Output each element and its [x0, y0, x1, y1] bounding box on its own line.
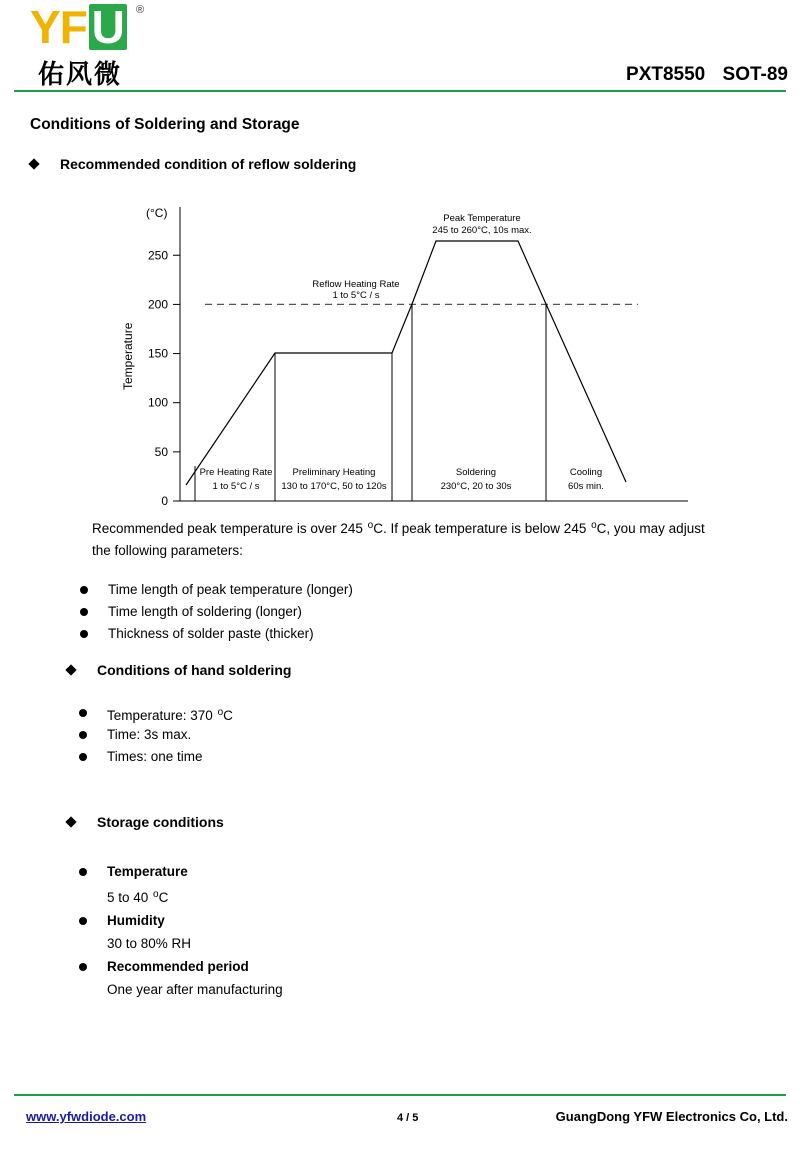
footer-company-name: GuangDong YFW Electronics Co, Ltd. — [555, 1109, 788, 1124]
storage-value: 30 to 80% RH — [107, 936, 192, 951]
peak-annotation-line2: 245 to 260°C, 10s max. — [432, 225, 532, 236]
storage-value: 5 to 40 — [107, 890, 153, 905]
bullet-dot-icon — [79, 731, 87, 739]
bullet-dot-icon — [79, 753, 87, 761]
bullet-dot-icon — [79, 963, 87, 971]
bullet-dot-icon — [80, 630, 88, 638]
y-ticks — [148, 248, 180, 508]
bullet-dot-icon — [80, 586, 88, 594]
hand-soldering-list — [79, 702, 233, 768]
y-tick-label: 100 — [147, 395, 168, 410]
zone-label-preliminary-2: 130 to 170°C, 50 to 120s — [281, 481, 387, 492]
header-rule — [14, 90, 786, 92]
bullet-dot-icon — [79, 868, 87, 876]
website-link[interactable]: www.yfwdiode.com — [26, 1109, 147, 1124]
y-tick-label: 0 — [161, 494, 168, 508]
registered-mark: ® — [136, 4, 145, 16]
hand-soldering-heading: Conditions of hand soldering — [67, 662, 291, 678]
bullet-dot-icon — [79, 917, 87, 925]
y-tick-label: 150 — [147, 346, 168, 361]
y-tick-label: 200 — [147, 297, 168, 312]
heating-rate-annotation-line2: 1 to 5°C / s — [332, 290, 380, 301]
footer-rule — [14, 1094, 786, 1096]
zone-label-preheat-1: Pre Heating Rate — [199, 467, 273, 478]
heating-rate-annotation-line1: Reflow Heating Rate — [312, 279, 400, 290]
page-number: 4 / 5 — [397, 1112, 419, 1124]
zone-label-cooling-1: Cooling — [569, 467, 603, 478]
list-item: Time length of soldering (longer) — [80, 601, 353, 623]
y-axis-title: Temperature — [121, 322, 135, 390]
list-item — [79, 909, 283, 955]
section-title: Conditions of Soldering and Storage — [30, 116, 300, 133]
y-tick-label: 250 — [147, 248, 168, 263]
y-unit-label: (°C) — [146, 206, 168, 220]
reflow-intro-paragraph: Recommended peak temperature is over 245 $^o$C. If peak temperature is below 245 $^o$C, you may adjust the following parameters: — [92, 520, 705, 558]
temperature-profile-line — [186, 241, 626, 485]
storage-label: Humidity — [107, 913, 165, 928]
list-item: Time length of peak temperature (longer) — [80, 579, 353, 601]
peak-annotation-line1: Peak Temperature — [443, 213, 521, 224]
list-item: Temperature 5 to 40 $^o$C — [79, 860, 283, 909]
storage-value: One year after manufacturing — [107, 982, 283, 997]
zone-label-soldering-2: 230°C, 20 to 30s — [440, 481, 512, 492]
storage-label: Recommended period — [107, 959, 249, 974]
company-logo-cn: 佑风微 — [38, 60, 123, 90]
bullet-dot-icon — [79, 709, 87, 717]
zone-label-soldering-1: Soldering — [455, 467, 497, 478]
storage-label: Temperature — [107, 864, 188, 879]
company-logo: YF U — [30, 4, 127, 50]
zone-label-preliminary-1: Preliminary Heating — [292, 467, 376, 478]
zone-label-cooling-2: 60s min. — [568, 481, 604, 492]
storage-heading: Storage conditions — [67, 814, 224, 830]
list-item: Thickness of solder paste (thicker) — [80, 623, 353, 645]
document-title: PXT8550 SOT-89 — [626, 64, 788, 85]
reflow-profile-chart — [110, 195, 700, 510]
list-item — [79, 955, 283, 1001]
reflow-adjust-list — [80, 579, 353, 645]
list-item: Temperature: 370 $^o$C — [79, 702, 233, 724]
y-tick-label: 50 — [154, 444, 168, 459]
reflow-heading: Recommended condition of reflow soldering — [30, 156, 356, 172]
bullet-dot-icon — [80, 608, 88, 616]
diamond-bullet-icon — [28, 158, 39, 169]
zone-label-preheat-2: 1 to 5°C / s — [212, 481, 260, 492]
diamond-bullet-icon — [65, 664, 76, 675]
list-item: Times: one time — [79, 746, 233, 768]
list-item: Time: 3s max. — [79, 724, 233, 746]
diamond-bullet-icon — [65, 816, 76, 827]
storage-list — [79, 860, 283, 1001]
